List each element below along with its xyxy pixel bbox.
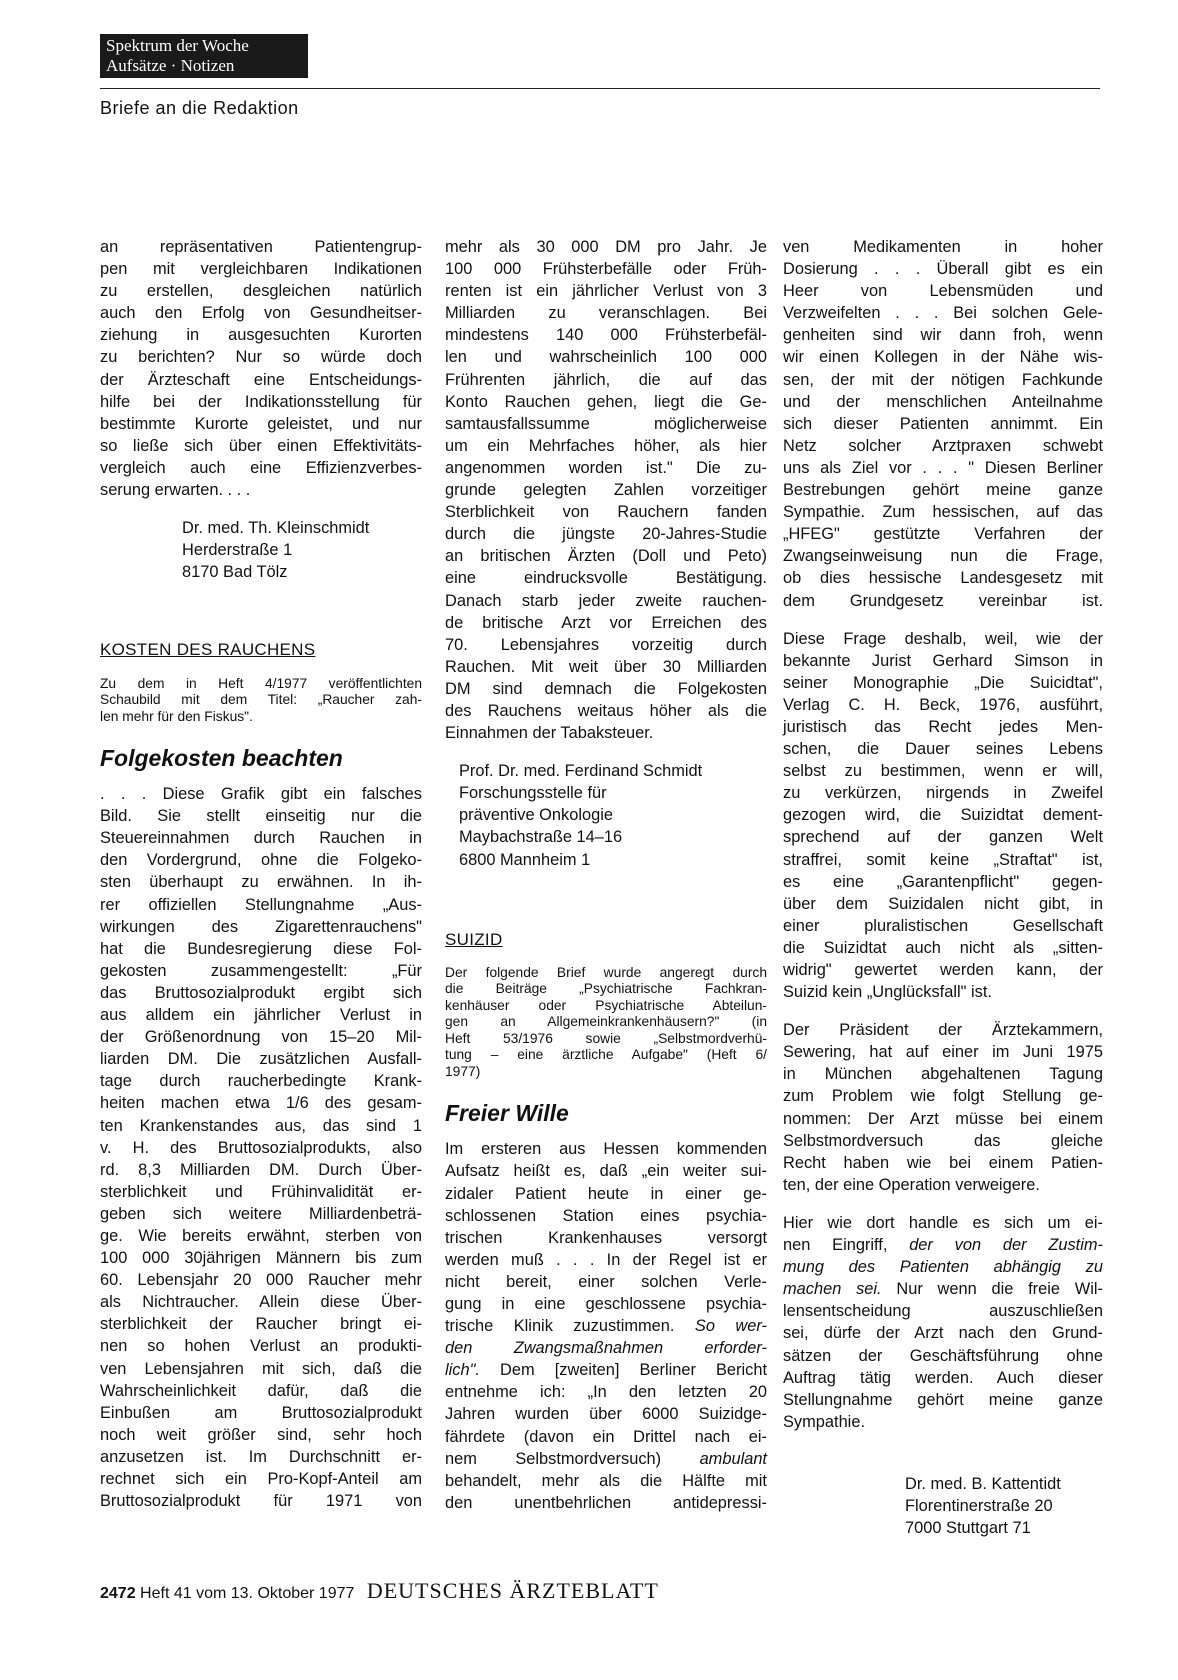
department-title: Briefe an die Redaktion bbox=[100, 98, 299, 118]
text-line: zu verkürzen, nirgends in Zweifel bbox=[783, 784, 1103, 803]
text-line: rechnet sich ein Pro-Kopf-Anteil am bbox=[100, 1470, 422, 1488]
text-line: juristisch das Recht jedes Men- bbox=[783, 717, 1103, 736]
section-line-1: Spektrum der Woche bbox=[106, 36, 249, 55]
text-line: es eine „Garantenpflicht" gegen- bbox=[783, 872, 1103, 891]
text-line: nicht bereit, einer solchen Verle- bbox=[445, 1272, 767, 1291]
text-line: geben sich weitere Milliardenbeträ- bbox=[100, 1204, 422, 1223]
text-line: nen so hohen Verlust an produkti- bbox=[100, 1337, 422, 1356]
text-line: an repräsentativen Patientengrup- bbox=[100, 238, 422, 256]
text-line: tage durch raucherbedingte Krank- bbox=[100, 1072, 422, 1091]
signature-institution: Forschungsstelle für bbox=[459, 784, 607, 803]
text-line: Einnahmen der Tabaksteuer. bbox=[445, 724, 654, 743]
text-line: schlossenen Station eines psychia- bbox=[445, 1206, 767, 1225]
text-line: wirkungen des Zigarettenrauchens" bbox=[100, 917, 422, 936]
text-line: wir einen Kollegen in der Nähe wis- bbox=[783, 348, 1103, 367]
section-line-2: Aufsätze · Notizen bbox=[106, 56, 235, 75]
text-line: sich dieser Patienten annimmt. Ein bbox=[783, 414, 1103, 433]
text-line: eine eindrucksvolle Bestätigung. bbox=[445, 569, 767, 588]
section-kicker-suizid: SUIZID bbox=[445, 929, 503, 949]
text-line: Frührenten jährlich, die auf das bbox=[445, 370, 767, 389]
signature-schmidt bbox=[445, 760, 767, 870]
text-line: lensentscheidung auszuschließen bbox=[783, 1302, 1103, 1321]
intro-line: Heft 53/1976 sowie „Selbstmordverhü- bbox=[445, 1030, 767, 1046]
text-line: entnehme ich: „In den letzten 20 bbox=[445, 1383, 767, 1402]
journal-name: DEUTSCHES ÄRZTEBLATT bbox=[366, 1578, 659, 1603]
text-line: serung erwarten. . . . bbox=[100, 481, 251, 500]
text-line: Verlag C. H. Beck, 1976, ausführt, bbox=[783, 695, 1103, 714]
text-line: ven Lebensjahren mit sich, daß die bbox=[100, 1359, 422, 1378]
signature-street: Herderstraße 1 bbox=[182, 541, 293, 560]
issue-info: Heft 41 vom 13. Oktober 1977 bbox=[140, 1585, 355, 1602]
page-number: 2472 bbox=[100, 1585, 136, 1602]
text-line: Dosierung . . . Überall gibt es ein bbox=[783, 260, 1103, 279]
text-line: Recht haben wie bei einem Patien- bbox=[783, 1153, 1103, 1172]
headline-freier-wille: Freier Wille bbox=[445, 1100, 569, 1127]
text-line: Bestrebungen gehört meine ganze bbox=[783, 481, 1103, 500]
text-line: ten, der eine Operation verweigere. bbox=[783, 1175, 1040, 1194]
text-line: . . . Diese Grafik gibt ein falsches bbox=[100, 785, 422, 804]
text-run: trische Klinik zuzustimmen. bbox=[445, 1317, 695, 1336]
text-line: schen, die Dauer seines Lebens bbox=[783, 740, 1103, 759]
text-line: ten Krankenstandes aus, das sind 1 bbox=[100, 1116, 422, 1135]
text-line: vergleich auch eine Effizienzverbes- bbox=[100, 458, 422, 477]
emphasis-run: So wer- bbox=[694, 1317, 767, 1336]
emphasis-run: der von der Zustim- bbox=[909, 1236, 1103, 1255]
text-line: uns als Ziel vor . . . " Diesen Berliner bbox=[783, 458, 1103, 477]
signature-name: Prof. Dr. med. Ferdinand Schmidt bbox=[459, 762, 703, 781]
text-line: der Größenordnung von 15–20 Mil- bbox=[100, 1028, 422, 1047]
text-run: Dem [zweiten] Berliner Bericht bbox=[479, 1361, 767, 1380]
intro-line: Der folgende Brief wurde angeregt durch bbox=[445, 964, 767, 980]
text-line: des Rauchens weitaus höher als die bbox=[445, 701, 767, 720]
text-line: anzusetzen ist. Im Durchschnitt er- bbox=[100, 1447, 422, 1466]
text-line: 60. Lebensjahr 20 000 Raucher mehr bbox=[100, 1271, 422, 1290]
text-line: gezogen wird, die Suizidtat dement- bbox=[783, 806, 1103, 825]
text-line: sterblichkeit und Frühinvalidität er- bbox=[100, 1182, 422, 1201]
text-line: Der Präsident der Ärztekammern, bbox=[783, 1021, 1103, 1040]
text-line: Sympathie. Zum hessischen, auf das bbox=[783, 503, 1103, 522]
signature-city: 6800 Mannheim 1 bbox=[459, 850, 591, 869]
text-line: v. H. des Bruttosozialprodukts, also bbox=[100, 1138, 422, 1157]
signature-street: Maybachstraße 14–16 bbox=[459, 828, 623, 847]
text-line: Sterblichkeit von Rauchern fanden bbox=[445, 503, 767, 522]
text-line: sterblichkeit der Raucher bringt ei- bbox=[100, 1315, 422, 1334]
text-line: sen, der mit der nötigen Fachkunde bbox=[783, 370, 1103, 389]
letter-folgekosten-body bbox=[100, 783, 422, 1512]
signature-city: 7000 Stuttgart 71 bbox=[905, 1519, 1031, 1538]
text-line: das Bruttosozialprodukt ergibt sich bbox=[100, 983, 422, 1002]
text-line: ob dies hessische Landesgesetz mit bbox=[783, 569, 1103, 588]
headline-folgekosten: Folgekosten beachten bbox=[100, 745, 343, 771]
text-line: Stellungnahme gehört meine ganze bbox=[783, 1390, 1103, 1409]
text-line: einer pluralistischen Gesellschaft bbox=[783, 916, 1103, 935]
letter-1-tail bbox=[100, 236, 422, 501]
text-line: Verzweifelten . . . Bei solchen Gele- bbox=[783, 304, 1103, 323]
text-line: angenommen worden ist." Die zu- bbox=[445, 458, 767, 477]
letter-freier-wille-body bbox=[445, 1138, 767, 1514]
letter-folgekosten-continued bbox=[445, 236, 767, 744]
text-line: de britische Arzt vor Erreichen des bbox=[445, 613, 767, 632]
text-line: Sympathie. bbox=[783, 1412, 865, 1431]
text-line: ziehung in ausgesuchten Kurorten bbox=[100, 326, 422, 345]
text-line: widrig" gewertet werden kann, der bbox=[783, 961, 1103, 979]
page-footer bbox=[100, 1578, 659, 1604]
text-line bbox=[445, 1448, 767, 1470]
text-line: auch den Erfolg von Gesundheitser- bbox=[100, 304, 422, 323]
text-line: in München abgehaltenen Tagung bbox=[783, 1065, 1103, 1084]
column-1 bbox=[100, 236, 422, 1512]
text-run: nem Selbstmordversuch) bbox=[445, 1449, 700, 1468]
text-line: Im ersteren aus Hessen kommenden bbox=[445, 1140, 767, 1159]
text-line bbox=[783, 1234, 1103, 1256]
signature-city: 8170 Bad Tölz bbox=[182, 563, 288, 582]
text-line: sten überhaupt zu erwähnen. In ih- bbox=[100, 873, 422, 892]
text-line: Danach starb jeder zweite rauchen- bbox=[445, 591, 767, 610]
text-line: renten ist ein jährlicher Verlust von 3 bbox=[445, 282, 767, 301]
signature-name: Dr. med. B. Kattentidt bbox=[905, 1474, 1061, 1493]
text-line: um ein Mehrfaches höher, als hier bbox=[445, 436, 767, 455]
text-line bbox=[783, 1278, 1103, 1300]
text-line: als Nichtraucher. Allein diese Über- bbox=[100, 1293, 422, 1312]
text-line: Jahren wurden über 6000 Suizidge- bbox=[445, 1405, 767, 1424]
header-rule bbox=[100, 88, 1100, 89]
text-line: Wahrscheinlichkeit dafür, daß die bbox=[100, 1381, 422, 1400]
text-line: len und wahrscheinlich 100 000 bbox=[445, 348, 767, 367]
text-line: Einbußen am Bruttosozialprodukt bbox=[100, 1403, 422, 1422]
text-line: den unentbehrlichen antidepressi- bbox=[445, 1493, 767, 1512]
text-line: Suizid kein „Unglücksfall" ist. bbox=[783, 983, 992, 1002]
text-line: so ließe sich über einen Effektivitäts- bbox=[100, 436, 422, 455]
text-line: bekannte Jurist Gerhard Simson in bbox=[783, 651, 1103, 670]
signature-street: Florentinerstraße 20 bbox=[905, 1496, 1053, 1515]
text-line: samtausfallssumme möglicherweise bbox=[445, 414, 767, 433]
text-line: behandelt, mehr als die Hälfte mit bbox=[445, 1471, 767, 1490]
column-3 bbox=[783, 236, 1103, 1539]
text-line: Selbstmordversuch das gleiche bbox=[783, 1131, 1103, 1150]
emphasis-run: ambulant bbox=[699, 1449, 767, 1468]
text-line: DM sind demnach die Folgekosten bbox=[445, 679, 767, 698]
intro-note-suizid bbox=[445, 965, 767, 1081]
text-line: 70. Lebensjahres vorzeitig durch bbox=[445, 635, 767, 654]
text-line: ge. Wie bereits erwähnt, sterben von bbox=[100, 1226, 422, 1245]
text-line: sprechend auf der ganzen Welt bbox=[783, 828, 1103, 847]
intro-line: len mehr für den Fiskus". bbox=[100, 708, 253, 724]
column-2 bbox=[445, 236, 767, 1514]
intro-line: tung – eine ärztliche Aufgabe" (Heft 6/ bbox=[445, 1047, 767, 1063]
text-line: hat die Bundesregierung diese Fol- bbox=[100, 939, 422, 958]
text-line: noch weit größer sind, sehr hoch bbox=[100, 1425, 422, 1444]
text-line: Bild. Sie stellt einseitig nur die bbox=[100, 807, 422, 826]
text-line: rer offiziellen Stellungnahme „Aus- bbox=[100, 895, 422, 914]
text-line: 100 000 30jährigen Männern bis zum bbox=[100, 1249, 422, 1268]
text-line: heiten machen etwa 1/6 des gesam- bbox=[100, 1094, 422, 1113]
text-line: zum Problem wie folgt Stellung ge- bbox=[783, 1087, 1103, 1106]
text-line: genheiten sind wir dann froh, wenn bbox=[783, 326, 1103, 345]
text-line: den Vordergrund, ohne die Folgeko- bbox=[100, 851, 422, 870]
text-line: werden muß . . . In der Regel ist er bbox=[445, 1250, 767, 1269]
text-line: die Suizidtat auch nicht als „sitten- bbox=[783, 938, 1103, 957]
text-line: rd. 8,3 Milliarden DM. Durch Über- bbox=[100, 1160, 422, 1179]
text-line: Netz solcher Arztpraxen schwebt bbox=[783, 436, 1103, 455]
text-line: Steuereinnahmen durch Rauchen in bbox=[100, 829, 422, 848]
text-line: gung in eine geschlossene psychia- bbox=[445, 1294, 767, 1313]
text-line: zidaler Patient heute in einer ge- bbox=[445, 1184, 767, 1203]
text-line: und der menschlichen Anteilnahme bbox=[783, 392, 1103, 411]
text-line: an britischen Ärzten (Doll und Peto) bbox=[445, 547, 767, 566]
text-line: Bruttosozialprodukt für 1971 von bbox=[100, 1492, 422, 1511]
text-line: Sewering, hat auf einer im Juni 1975 bbox=[783, 1043, 1103, 1062]
text-line: bestimmte Kurorte geleistet, und nur bbox=[100, 414, 422, 433]
intro-line: gen an Allgemeinkrankenhäusern?" (in bbox=[445, 1014, 767, 1030]
signature-kleinschmidt bbox=[100, 517, 422, 583]
text-line: fährdete (davon ein Drittel nach ei- bbox=[445, 1427, 767, 1446]
intro-line: Schaubild mit dem Titel: „Raucher zah- bbox=[100, 692, 422, 707]
text-line: grunde gelegten Zahlen vorzeitiger bbox=[445, 481, 767, 500]
signature-name: Dr. med. Th. Kleinschmidt bbox=[182, 519, 370, 538]
text-line: liarden DM. Die zusätzlichen Ausfall- bbox=[100, 1050, 422, 1069]
intro-line: die Beiträge „Psychiatrische Fachkran- bbox=[445, 981, 767, 997]
signature-institution: präventive Onkologie bbox=[459, 806, 613, 825]
letter-freier-wille-continued bbox=[783, 236, 1103, 1433]
emphasis-run: den Zwangsmaßnahmen erforder- bbox=[445, 1339, 767, 1358]
text-line: zu berichten? Nur so würde doch bbox=[100, 348, 422, 367]
text-line: hilfe bei der Indikationsstellung für bbox=[100, 392, 422, 411]
text-line: Zwangseinweisung nun die Frage, bbox=[783, 547, 1103, 566]
text-line: 100 000 Frühsterbefälle oder Früh- bbox=[445, 260, 767, 279]
section-badge bbox=[100, 34, 308, 78]
intro-line: 1977) bbox=[445, 1063, 481, 1079]
text-line: seiner Monographie „Die Suicidtat", bbox=[783, 673, 1103, 692]
text-line: sätzen der Geschäftsführung ohne bbox=[783, 1346, 1103, 1365]
text-line: zu erstellen, desgleichen natürlich bbox=[100, 282, 422, 301]
text-line: durch die jüngste 20-Jahres-Studie bbox=[445, 525, 767, 544]
text-run: nen Eingriff, bbox=[783, 1236, 910, 1255]
text-line: Diese Frage deshalb, weil, wie der bbox=[783, 629, 1103, 648]
text-line: Aufsatz heißt es, daß „ein weiter sui- bbox=[445, 1162, 767, 1181]
text-line: nommen: Der Arzt müsse bei einem bbox=[783, 1109, 1103, 1128]
signature-kattentidt bbox=[783, 1473, 1103, 1539]
text-line: straffrei, somit keine „Straftat" ist, bbox=[783, 850, 1103, 869]
emphasis-run: machen sei. bbox=[783, 1280, 882, 1299]
intro-line: kenhäuser oder Psychiatrische Abteilun- bbox=[445, 997, 767, 1013]
text-line: gekosten zusammengestellt: „Für bbox=[100, 961, 422, 980]
intro-line: Zu dem in Heft 4/1977 veröffentlichten bbox=[100, 675, 422, 691]
emphasis-run: mung des Patienten abhängig zu bbox=[783, 1258, 1103, 1277]
text-line: aus alldem ein jährlicher Verlust in bbox=[100, 1006, 422, 1025]
text-line: Hier wie dort handle es sich um ei- bbox=[783, 1213, 1103, 1232]
text-line: ven Medikamenten in hoher bbox=[783, 238, 1103, 256]
text-line: der Ärzteschaft eine Entscheidungs- bbox=[100, 370, 422, 389]
text-line: „HFEG" gestützte Verfahren der bbox=[783, 525, 1103, 544]
text-line bbox=[445, 1359, 767, 1381]
text-line: Rauchen. Mit weit über 30 Milliarden bbox=[445, 657, 767, 676]
section-kicker-rauchen: KOSTEN DES RAUCHENS bbox=[100, 640, 316, 660]
text-line: dem Grundgesetz vereinbar ist. bbox=[783, 591, 1103, 610]
text-line: selbst zu bestimmen, wenn er will, bbox=[783, 762, 1103, 781]
text-line: Heer von Lebensmüden und bbox=[783, 282, 1103, 301]
text-line: Auftrag tätig werden. Auch dieser bbox=[783, 1368, 1103, 1387]
text-line: sei, dürfe der Arzt nach den Grund- bbox=[783, 1324, 1103, 1343]
text-line: mehr als 30 000 DM pro Jahr. Je bbox=[445, 238, 767, 256]
text-run: Nur wenn die freie Wil- bbox=[881, 1280, 1103, 1299]
text-line: Konto Rauchen gehen, liegt die Ge- bbox=[445, 392, 767, 411]
text-line: trischen Krankenhauses versorgt bbox=[445, 1228, 767, 1247]
text-line: über dem Suizidalen nicht gibt, in bbox=[783, 894, 1103, 913]
text-line bbox=[445, 1337, 767, 1359]
text-line: Milliarden zu veranschlagen. Bei bbox=[445, 304, 767, 323]
text-line bbox=[445, 1315, 767, 1337]
text-line: pen mit vergleichbaren Indikationen bbox=[100, 260, 422, 279]
intro-note-rauchen bbox=[100, 676, 422, 726]
text-line: mindestens 140 000 Frühsterbefäl- bbox=[445, 326, 767, 345]
text-line bbox=[783, 1256, 1103, 1278]
emphasis-run: lich". bbox=[445, 1361, 480, 1380]
